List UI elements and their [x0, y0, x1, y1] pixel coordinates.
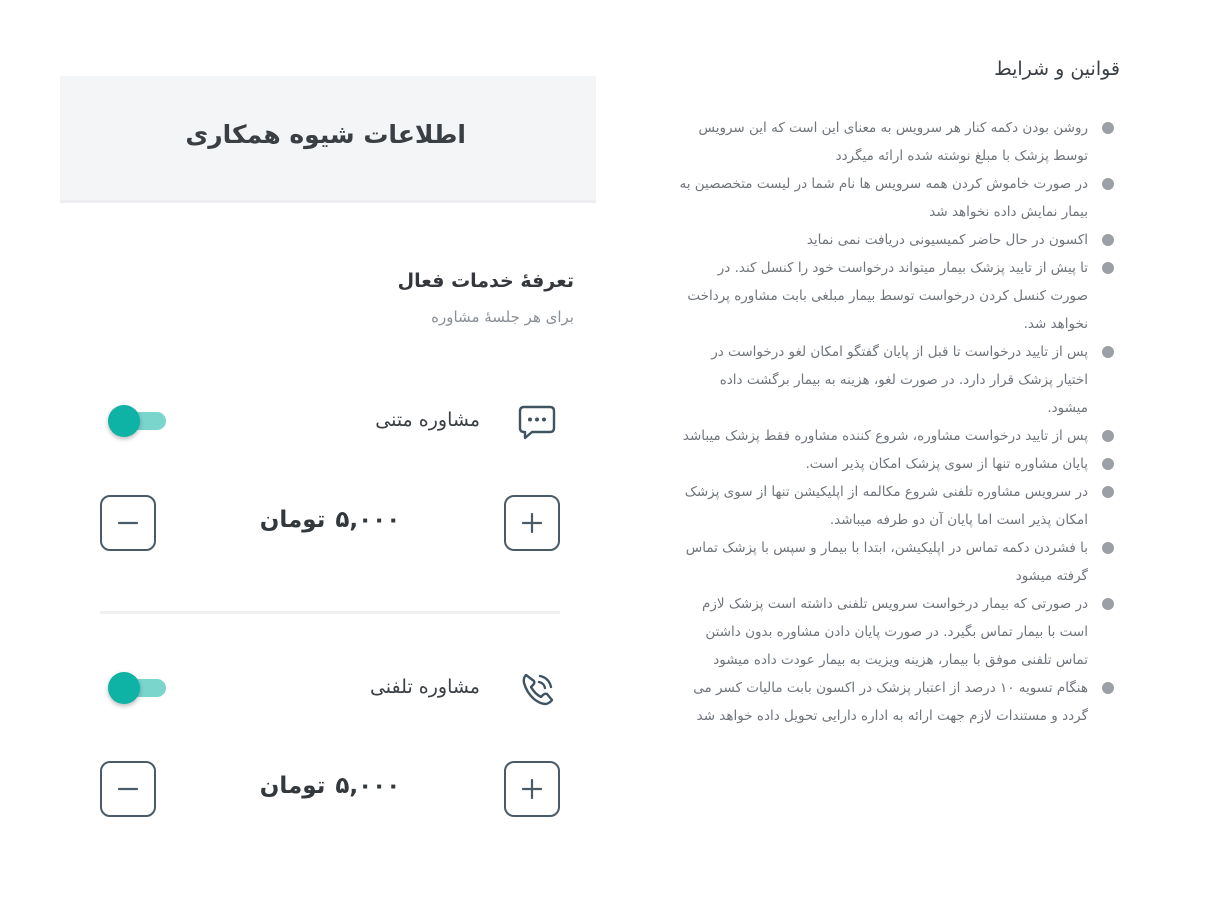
- toggle-knob: [108, 672, 140, 704]
- text-service-price: [250, 507, 410, 533]
- bullet-icon: [1102, 486, 1114, 498]
- price-unit: تومان: [259, 773, 326, 799]
- panel-header: [60, 76, 596, 203]
- terms-list: [668, 114, 1128, 730]
- chat-bubble-icon: [516, 401, 558, 443]
- plus-icon: [519, 776, 545, 802]
- price-row-phone: [100, 761, 560, 821]
- list-item: [668, 450, 1128, 478]
- term-text: در سرویس مشاوره تلفنی شروع مکالمه از اپلیکیشن تنها از سوی پزشک امکان پذیر است اما پایان آن دو طرفه میباشد.: [684, 484, 1088, 528]
- bullet-icon: [1102, 598, 1114, 610]
- term-text: اکسون در حال حاضر کمیسیونی دریافت نمی نماید: [806, 232, 1088, 248]
- minus-icon: [115, 510, 141, 536]
- service-row-text: [100, 397, 560, 447]
- term-text: در صورتی که بیمار درخواست سرویس تلفنی داشته است پزشک لازم است با بیمار تماس بگیرد. در صورت پایان دادن مشاوره بدون داشتن تماس تلفنی موفق با بیمار، هزینه ویزیت به بیمار عودت داده میشود: [701, 596, 1088, 668]
- cooperation-panel: [60, 76, 596, 876]
- phone-service-toggle[interactable]: [108, 672, 166, 704]
- bullet-icon: [1102, 234, 1114, 246]
- bullet-icon: [1102, 682, 1114, 694]
- term-text: هنگام تسویه ۱۰ درصد از اعتبار پزشک در اکسون بابت مالیات کسر می گردد و مستندات لازم جهت ارائه به اداره دارایی تحویل داده خواهد شد: [693, 680, 1088, 724]
- service-row-phone: [100, 664, 560, 714]
- divider: [100, 611, 560, 614]
- plus-icon: [519, 510, 545, 536]
- bullet-icon: [1102, 542, 1114, 554]
- toggle-knob: [108, 405, 140, 437]
- list-item: [668, 534, 1128, 590]
- term-text: پس از تایید درخواست مشاوره، شروع کننده مشاوره فقط پزشک میباشد: [682, 428, 1088, 444]
- minus-icon: [115, 776, 141, 802]
- decrease-phone-price-button[interactable]: [100, 761, 156, 817]
- list-item: [668, 338, 1128, 422]
- list-item: [668, 254, 1128, 338]
- price-amount: ۵,۰۰۰: [335, 773, 401, 799]
- phone-icon: [516, 668, 558, 710]
- list-item: [668, 226, 1128, 254]
- bullet-icon: [1102, 430, 1114, 442]
- bullet-icon: [1102, 458, 1114, 470]
- bullet-icon: [1102, 178, 1114, 190]
- service-label-phone: مشاوره تلفنی: [369, 676, 480, 698]
- list-item: [668, 170, 1128, 226]
- service-label-text: مشاوره متنی: [375, 409, 480, 431]
- term-text: پایان مشاوره تنها از سوی پزشک امکان پذیر است.: [805, 456, 1088, 472]
- tariff-subtitle: برای هر جلسهٔ مشاوره: [431, 308, 574, 326]
- increase-phone-price-button[interactable]: [504, 761, 560, 817]
- bullet-icon: [1102, 346, 1114, 358]
- tariff-title: تعرفهٔ خدمات فعال: [397, 270, 574, 292]
- phone-service-price: [250, 773, 410, 799]
- bullet-icon: [1102, 262, 1114, 274]
- increase-text-price-button[interactable]: [504, 495, 560, 551]
- price-amount: ۵,۰۰۰: [335, 507, 401, 533]
- price-unit: تومان: [259, 507, 326, 533]
- price-row-text: [100, 495, 560, 555]
- bullet-icon: [1102, 122, 1114, 134]
- text-service-toggle[interactable]: [108, 405, 166, 437]
- list-item: [668, 590, 1128, 674]
- terms-title: قوانین و شرایط: [994, 58, 1120, 80]
- term-text: با فشردن دکمه تماس در اپلیکیشن، ابتدا با بیمار و سپس با پزشک تماس گرفته میشود: [685, 540, 1088, 584]
- term-text: تا پیش از تایید پزشک بیمار میتواند درخواست خود را کنسل کند. در صورت کنسل کردن درخواست توسط بیمار مبلغی بابت مشاوره پرداخت نخواهد شد.: [687, 260, 1088, 332]
- decrease-text-price-button[interactable]: [100, 495, 156, 551]
- terms-section: [668, 58, 1128, 730]
- list-item: [668, 674, 1128, 730]
- page-title: اطلاعات شیوه همکاری: [185, 120, 466, 149]
- term-text: پس از تایید درخواست تا قبل از پایان گفتگو امکان لغو درخواست در اختیار پزشک قرار دارد. در صورت لغو، هزینه به بیمار برگشت داده میشود.: [711, 344, 1088, 416]
- term-text: در صورت خاموش کردن همه سرویس ها نام شما در لیست متخصصین به بیمار نمایش داده نخواهد شد: [679, 176, 1088, 220]
- term-text: روشن بودن دکمه کنار هر سرویس به معنای این است که این سرویس توسط پزشک با مبلغ نوشته شده ارائه میگردد: [698, 120, 1088, 164]
- list-item: [668, 422, 1128, 450]
- list-item: [668, 478, 1128, 534]
- list-item: [668, 114, 1128, 170]
